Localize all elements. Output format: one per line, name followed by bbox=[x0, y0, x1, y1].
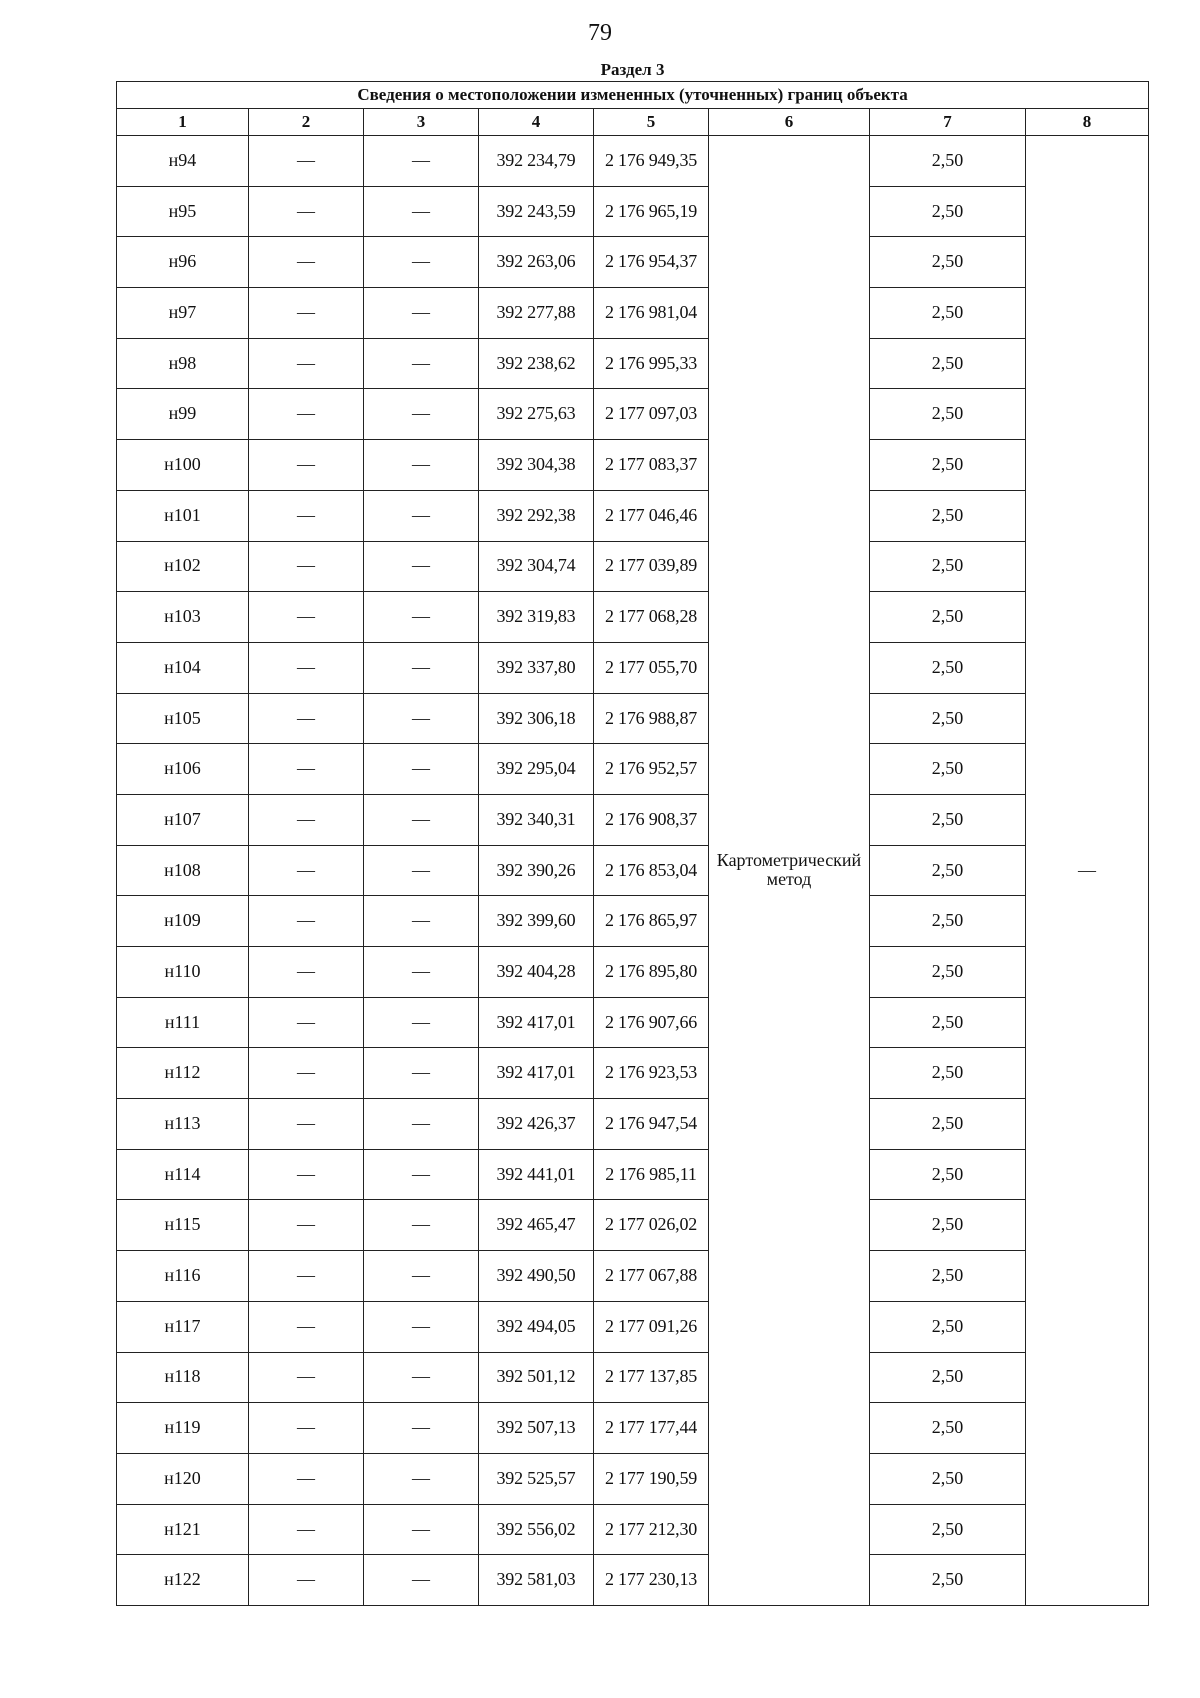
x-coordinate-cell: 392 263,06 bbox=[479, 237, 594, 288]
table-row bbox=[117, 541, 1149, 592]
col2-cell: — bbox=[249, 1504, 364, 1555]
point-cell: н113 bbox=[117, 1099, 249, 1150]
col2-cell: — bbox=[249, 1453, 364, 1504]
x-coordinate-cell: 392 556,02 bbox=[479, 1504, 594, 1555]
x-coordinate-cell: 392 390,26 bbox=[479, 845, 594, 896]
col3-cell: — bbox=[364, 186, 479, 237]
col3-cell: — bbox=[364, 1352, 479, 1403]
x-coordinate-cell: 392 507,13 bbox=[479, 1403, 594, 1454]
y-coordinate-cell: 2 176 947,54 bbox=[594, 1099, 709, 1150]
y-coordinate-cell: 2 177 039,89 bbox=[594, 541, 709, 592]
col3-cell: — bbox=[364, 1301, 479, 1352]
table-row bbox=[117, 693, 1149, 744]
col2-cell: — bbox=[249, 794, 364, 845]
accuracy-cell: 2,50 bbox=[870, 338, 1026, 389]
x-coordinate-cell: 392 465,47 bbox=[479, 1200, 594, 1251]
page-number: 79 bbox=[588, 20, 612, 46]
accuracy-cell: 2,50 bbox=[870, 896, 1026, 947]
table-row bbox=[117, 136, 1149, 187]
table-row bbox=[117, 1403, 1149, 1454]
point-cell: н96 bbox=[117, 237, 249, 288]
accuracy-cell: 2,50 bbox=[870, 237, 1026, 288]
y-coordinate-cell: 2 177 067,88 bbox=[594, 1251, 709, 1302]
y-coordinate-cell: 2 176 949,35 bbox=[594, 136, 709, 187]
col2-cell: — bbox=[249, 541, 364, 592]
col3-cell: — bbox=[364, 338, 479, 389]
y-coordinate-cell: 2 177 137,85 bbox=[594, 1352, 709, 1403]
col2-cell: — bbox=[249, 1149, 364, 1200]
col3-cell: — bbox=[364, 1555, 479, 1606]
table-row bbox=[117, 288, 1149, 339]
y-coordinate-cell: 2 177 212,30 bbox=[594, 1504, 709, 1555]
x-coordinate-cell: 392 277,88 bbox=[479, 288, 594, 339]
point-cell: н107 bbox=[117, 794, 249, 845]
point-cell: н116 bbox=[117, 1251, 249, 1302]
table-row bbox=[117, 744, 1149, 795]
y-coordinate-cell: 2 176 995,33 bbox=[594, 338, 709, 389]
col2-cell: — bbox=[249, 237, 364, 288]
col2-cell: — bbox=[249, 1352, 364, 1403]
x-coordinate-cell: 392 581,03 bbox=[479, 1555, 594, 1606]
table-row bbox=[117, 642, 1149, 693]
point-cell: н111 bbox=[117, 997, 249, 1048]
col2-cell: — bbox=[249, 997, 364, 1048]
accuracy-cell: 2,50 bbox=[870, 744, 1026, 795]
y-coordinate-cell: 2 176 923,53 bbox=[594, 1048, 709, 1099]
accuracy-cell: 2,50 bbox=[870, 592, 1026, 643]
section-title: Раздел 3 bbox=[600, 60, 665, 80]
table-row bbox=[117, 1149, 1149, 1200]
table-row bbox=[117, 389, 1149, 440]
col3-cell: — bbox=[364, 389, 479, 440]
col2-cell: — bbox=[249, 389, 364, 440]
col2-cell: — bbox=[249, 1200, 364, 1251]
table-row bbox=[117, 1099, 1149, 1150]
col2-cell: — bbox=[249, 1301, 364, 1352]
col3-cell: — bbox=[364, 1251, 479, 1302]
accuracy-cell: 2,50 bbox=[870, 541, 1026, 592]
table-row bbox=[117, 338, 1149, 389]
col3-cell: — bbox=[364, 1453, 479, 1504]
section-title-row bbox=[117, 60, 1149, 82]
x-coordinate-cell: 392 306,18 bbox=[479, 693, 594, 744]
col2-cell: — bbox=[249, 440, 364, 491]
accuracy-cell: 2,50 bbox=[870, 1149, 1026, 1200]
y-coordinate-cell: 2 176 985,11 bbox=[594, 1149, 709, 1200]
col3-cell: — bbox=[364, 744, 479, 795]
table-row bbox=[117, 1555, 1149, 1606]
table-row bbox=[117, 1200, 1149, 1251]
accuracy-cell: 2,50 bbox=[870, 1555, 1026, 1606]
point-cell: н99 bbox=[117, 389, 249, 440]
point-cell: н117 bbox=[117, 1301, 249, 1352]
x-coordinate-cell: 392 426,37 bbox=[479, 1099, 594, 1150]
y-coordinate-cell: 2 177 230,13 bbox=[594, 1555, 709, 1606]
col3-cell: — bbox=[364, 1048, 479, 1099]
col2-cell: — bbox=[249, 338, 364, 389]
col3-cell: — bbox=[364, 237, 479, 288]
accuracy-cell: 2,50 bbox=[870, 288, 1026, 339]
accuracy-cell: 2,50 bbox=[870, 845, 1026, 896]
point-cell: н120 bbox=[117, 1453, 249, 1504]
y-coordinate-cell: 2 176 865,97 bbox=[594, 896, 709, 947]
y-coordinate-cell: 2 176 853,04 bbox=[594, 845, 709, 896]
column-header-4: 4 bbox=[479, 109, 594, 136]
col2-cell: — bbox=[249, 490, 364, 541]
x-coordinate-cell: 392 275,63 bbox=[479, 389, 594, 440]
table-row bbox=[117, 896, 1149, 947]
col3-cell: — bbox=[364, 693, 479, 744]
accuracy-cell: 2,50 bbox=[870, 1251, 1026, 1302]
accuracy-cell: 2,50 bbox=[870, 997, 1026, 1048]
point-cell: н101 bbox=[117, 490, 249, 541]
point-cell: н105 bbox=[117, 693, 249, 744]
x-coordinate-cell: 392 295,04 bbox=[479, 744, 594, 795]
x-coordinate-cell: 392 494,05 bbox=[479, 1301, 594, 1352]
accuracy-cell: 2,50 bbox=[870, 794, 1026, 845]
point-cell: н108 bbox=[117, 845, 249, 896]
col2-cell: — bbox=[249, 1555, 364, 1606]
column-header-6: 6 bbox=[709, 109, 870, 136]
accuracy-cell: 2,50 bbox=[870, 1453, 1026, 1504]
y-coordinate-cell: 2 177 068,28 bbox=[594, 592, 709, 643]
column-header-3: 3 bbox=[364, 109, 479, 136]
table-row bbox=[117, 1453, 1149, 1504]
column-header-row bbox=[117, 109, 1149, 136]
point-cell: н102 bbox=[117, 541, 249, 592]
y-coordinate-cell: 2 176 895,80 bbox=[594, 947, 709, 998]
table-row bbox=[117, 997, 1149, 1048]
point-cell: н109 bbox=[117, 896, 249, 947]
col2-cell: — bbox=[249, 592, 364, 643]
col3-cell: — bbox=[364, 288, 479, 339]
table-row bbox=[117, 1504, 1149, 1555]
x-coordinate-cell: 392 340,31 bbox=[479, 794, 594, 845]
col2-cell: — bbox=[249, 288, 364, 339]
point-cell: н115 bbox=[117, 1200, 249, 1251]
x-coordinate-cell: 392 399,60 bbox=[479, 896, 594, 947]
col2-cell: — bbox=[249, 1099, 364, 1150]
x-coordinate-cell: 392 234,79 bbox=[479, 136, 594, 187]
y-coordinate-cell: 2 176 954,37 bbox=[594, 237, 709, 288]
accuracy-cell: 2,50 bbox=[870, 1352, 1026, 1403]
table-row bbox=[117, 845, 1149, 896]
x-coordinate-cell: 392 304,74 bbox=[479, 541, 594, 592]
point-cell: н100 bbox=[117, 440, 249, 491]
col2-cell: — bbox=[249, 845, 364, 896]
accuracy-cell: 2,50 bbox=[870, 693, 1026, 744]
boundary-coordinates-table bbox=[116, 60, 1149, 1606]
accuracy-cell: 2,50 bbox=[870, 389, 1026, 440]
col2-cell: — bbox=[249, 642, 364, 693]
point-cell: н95 bbox=[117, 186, 249, 237]
table-caption: Сведения о местоположении измененных (уточненных) границ объекта bbox=[117, 82, 1149, 109]
table-row bbox=[117, 237, 1149, 288]
x-coordinate-cell: 392 243,59 bbox=[479, 186, 594, 237]
x-coordinate-cell: 392 525,57 bbox=[479, 1453, 594, 1504]
y-coordinate-cell: 2 177 091,26 bbox=[594, 1301, 709, 1352]
accuracy-cell: 2,50 bbox=[870, 1048, 1026, 1099]
table-body bbox=[117, 136, 1149, 1606]
method-cell: Картометрический метод bbox=[709, 136, 870, 1606]
y-coordinate-cell: 2 176 907,66 bbox=[594, 997, 709, 1048]
x-coordinate-cell: 392 238,62 bbox=[479, 338, 594, 389]
col3-cell: — bbox=[364, 1403, 479, 1454]
col2-cell: — bbox=[249, 186, 364, 237]
y-coordinate-cell: 2 176 952,57 bbox=[594, 744, 709, 795]
accuracy-cell: 2,50 bbox=[870, 1504, 1026, 1555]
col2-cell: — bbox=[249, 1403, 364, 1454]
column-header-1: 1 bbox=[117, 109, 249, 136]
col2-cell: — bbox=[249, 896, 364, 947]
column-header-8: 8 bbox=[1026, 109, 1149, 136]
table-row bbox=[117, 1251, 1149, 1302]
accuracy-cell: 2,50 bbox=[870, 136, 1026, 187]
table-row bbox=[117, 1352, 1149, 1403]
x-coordinate-cell: 392 304,38 bbox=[479, 440, 594, 491]
point-cell: н118 bbox=[117, 1352, 249, 1403]
y-coordinate-cell: 2 177 046,46 bbox=[594, 490, 709, 541]
col3-cell: — bbox=[364, 440, 479, 491]
point-cell: н112 bbox=[117, 1048, 249, 1099]
col3-cell: — bbox=[364, 541, 479, 592]
col3-cell: — bbox=[364, 896, 479, 947]
col3-cell: — bbox=[364, 1504, 479, 1555]
point-cell: н103 bbox=[117, 592, 249, 643]
table-row bbox=[117, 1048, 1149, 1099]
point-cell: н119 bbox=[117, 1403, 249, 1454]
accuracy-cell: 2,50 bbox=[870, 947, 1026, 998]
x-coordinate-cell: 392 292,38 bbox=[479, 490, 594, 541]
y-coordinate-cell: 2 177 190,59 bbox=[594, 1453, 709, 1504]
x-coordinate-cell: 392 501,12 bbox=[479, 1352, 594, 1403]
col3-cell: — bbox=[364, 1099, 479, 1150]
x-coordinate-cell: 392 417,01 bbox=[479, 1048, 594, 1099]
x-coordinate-cell: 392 417,01 bbox=[479, 997, 594, 1048]
accuracy-cell: 2,50 bbox=[870, 1200, 1026, 1251]
table-row bbox=[117, 490, 1149, 541]
point-cell: н106 bbox=[117, 744, 249, 795]
table-row bbox=[117, 794, 1149, 845]
col3-cell: — bbox=[364, 490, 479, 541]
table-row bbox=[117, 592, 1149, 643]
y-coordinate-cell: 2 176 988,87 bbox=[594, 693, 709, 744]
point-cell: н110 bbox=[117, 947, 249, 998]
column-header-2: 2 bbox=[249, 109, 364, 136]
point-cell: н122 bbox=[117, 1555, 249, 1606]
point-cell: н104 bbox=[117, 642, 249, 693]
accuracy-cell: 2,50 bbox=[870, 186, 1026, 237]
y-coordinate-cell: 2 177 177,44 bbox=[594, 1403, 709, 1454]
accuracy-cell: 2,50 bbox=[870, 490, 1026, 541]
point-cell: н94 bbox=[117, 136, 249, 187]
point-cell: н121 bbox=[117, 1504, 249, 1555]
y-coordinate-cell: 2 177 026,02 bbox=[594, 1200, 709, 1251]
table-row bbox=[117, 440, 1149, 491]
col2-cell: — bbox=[249, 947, 364, 998]
accuracy-cell: 2,50 bbox=[870, 440, 1026, 491]
x-coordinate-cell: 392 404,28 bbox=[479, 947, 594, 998]
y-coordinate-cell: 2 177 097,03 bbox=[594, 389, 709, 440]
col3-cell: — bbox=[364, 1149, 479, 1200]
point-cell: н97 bbox=[117, 288, 249, 339]
y-coordinate-cell: 2 176 981,04 bbox=[594, 288, 709, 339]
col2-cell: — bbox=[249, 693, 364, 744]
y-coordinate-cell: 2 177 083,37 bbox=[594, 440, 709, 491]
table-row bbox=[117, 947, 1149, 998]
accuracy-cell: 2,50 bbox=[870, 1301, 1026, 1352]
table-row bbox=[117, 186, 1149, 237]
col2-cell: — bbox=[249, 1048, 364, 1099]
col3-cell: — bbox=[364, 642, 479, 693]
col3-cell: — bbox=[364, 136, 479, 187]
accuracy-cell: 2,50 bbox=[870, 642, 1026, 693]
col2-cell: — bbox=[249, 744, 364, 795]
x-coordinate-cell: 392 337,80 bbox=[479, 642, 594, 693]
column-header-7: 7 bbox=[870, 109, 1026, 136]
col3-cell: — bbox=[364, 592, 479, 643]
col3-cell: — bbox=[364, 1200, 479, 1251]
accuracy-cell: 2,50 bbox=[870, 1403, 1026, 1454]
table-caption-row bbox=[117, 82, 1149, 109]
y-coordinate-cell: 2 177 055,70 bbox=[594, 642, 709, 693]
x-coordinate-cell: 392 441,01 bbox=[479, 1149, 594, 1200]
accuracy-cell: 2,50 bbox=[870, 1099, 1026, 1150]
col3-cell: — bbox=[364, 845, 479, 896]
x-coordinate-cell: 392 490,50 bbox=[479, 1251, 594, 1302]
table-row bbox=[117, 1301, 1149, 1352]
point-cell: н98 bbox=[117, 338, 249, 389]
x-coordinate-cell: 392 319,83 bbox=[479, 592, 594, 643]
col8-cell: — bbox=[1026, 136, 1149, 1606]
column-header-5: 5 bbox=[594, 109, 709, 136]
point-cell: н114 bbox=[117, 1149, 249, 1200]
col2-cell: — bbox=[249, 1251, 364, 1302]
y-coordinate-cell: 2 176 908,37 bbox=[594, 794, 709, 845]
col3-cell: — bbox=[364, 794, 479, 845]
col3-cell: — bbox=[364, 997, 479, 1048]
y-coordinate-cell: 2 176 965,19 bbox=[594, 186, 709, 237]
col3-cell: — bbox=[364, 947, 479, 998]
col2-cell: — bbox=[249, 136, 364, 187]
